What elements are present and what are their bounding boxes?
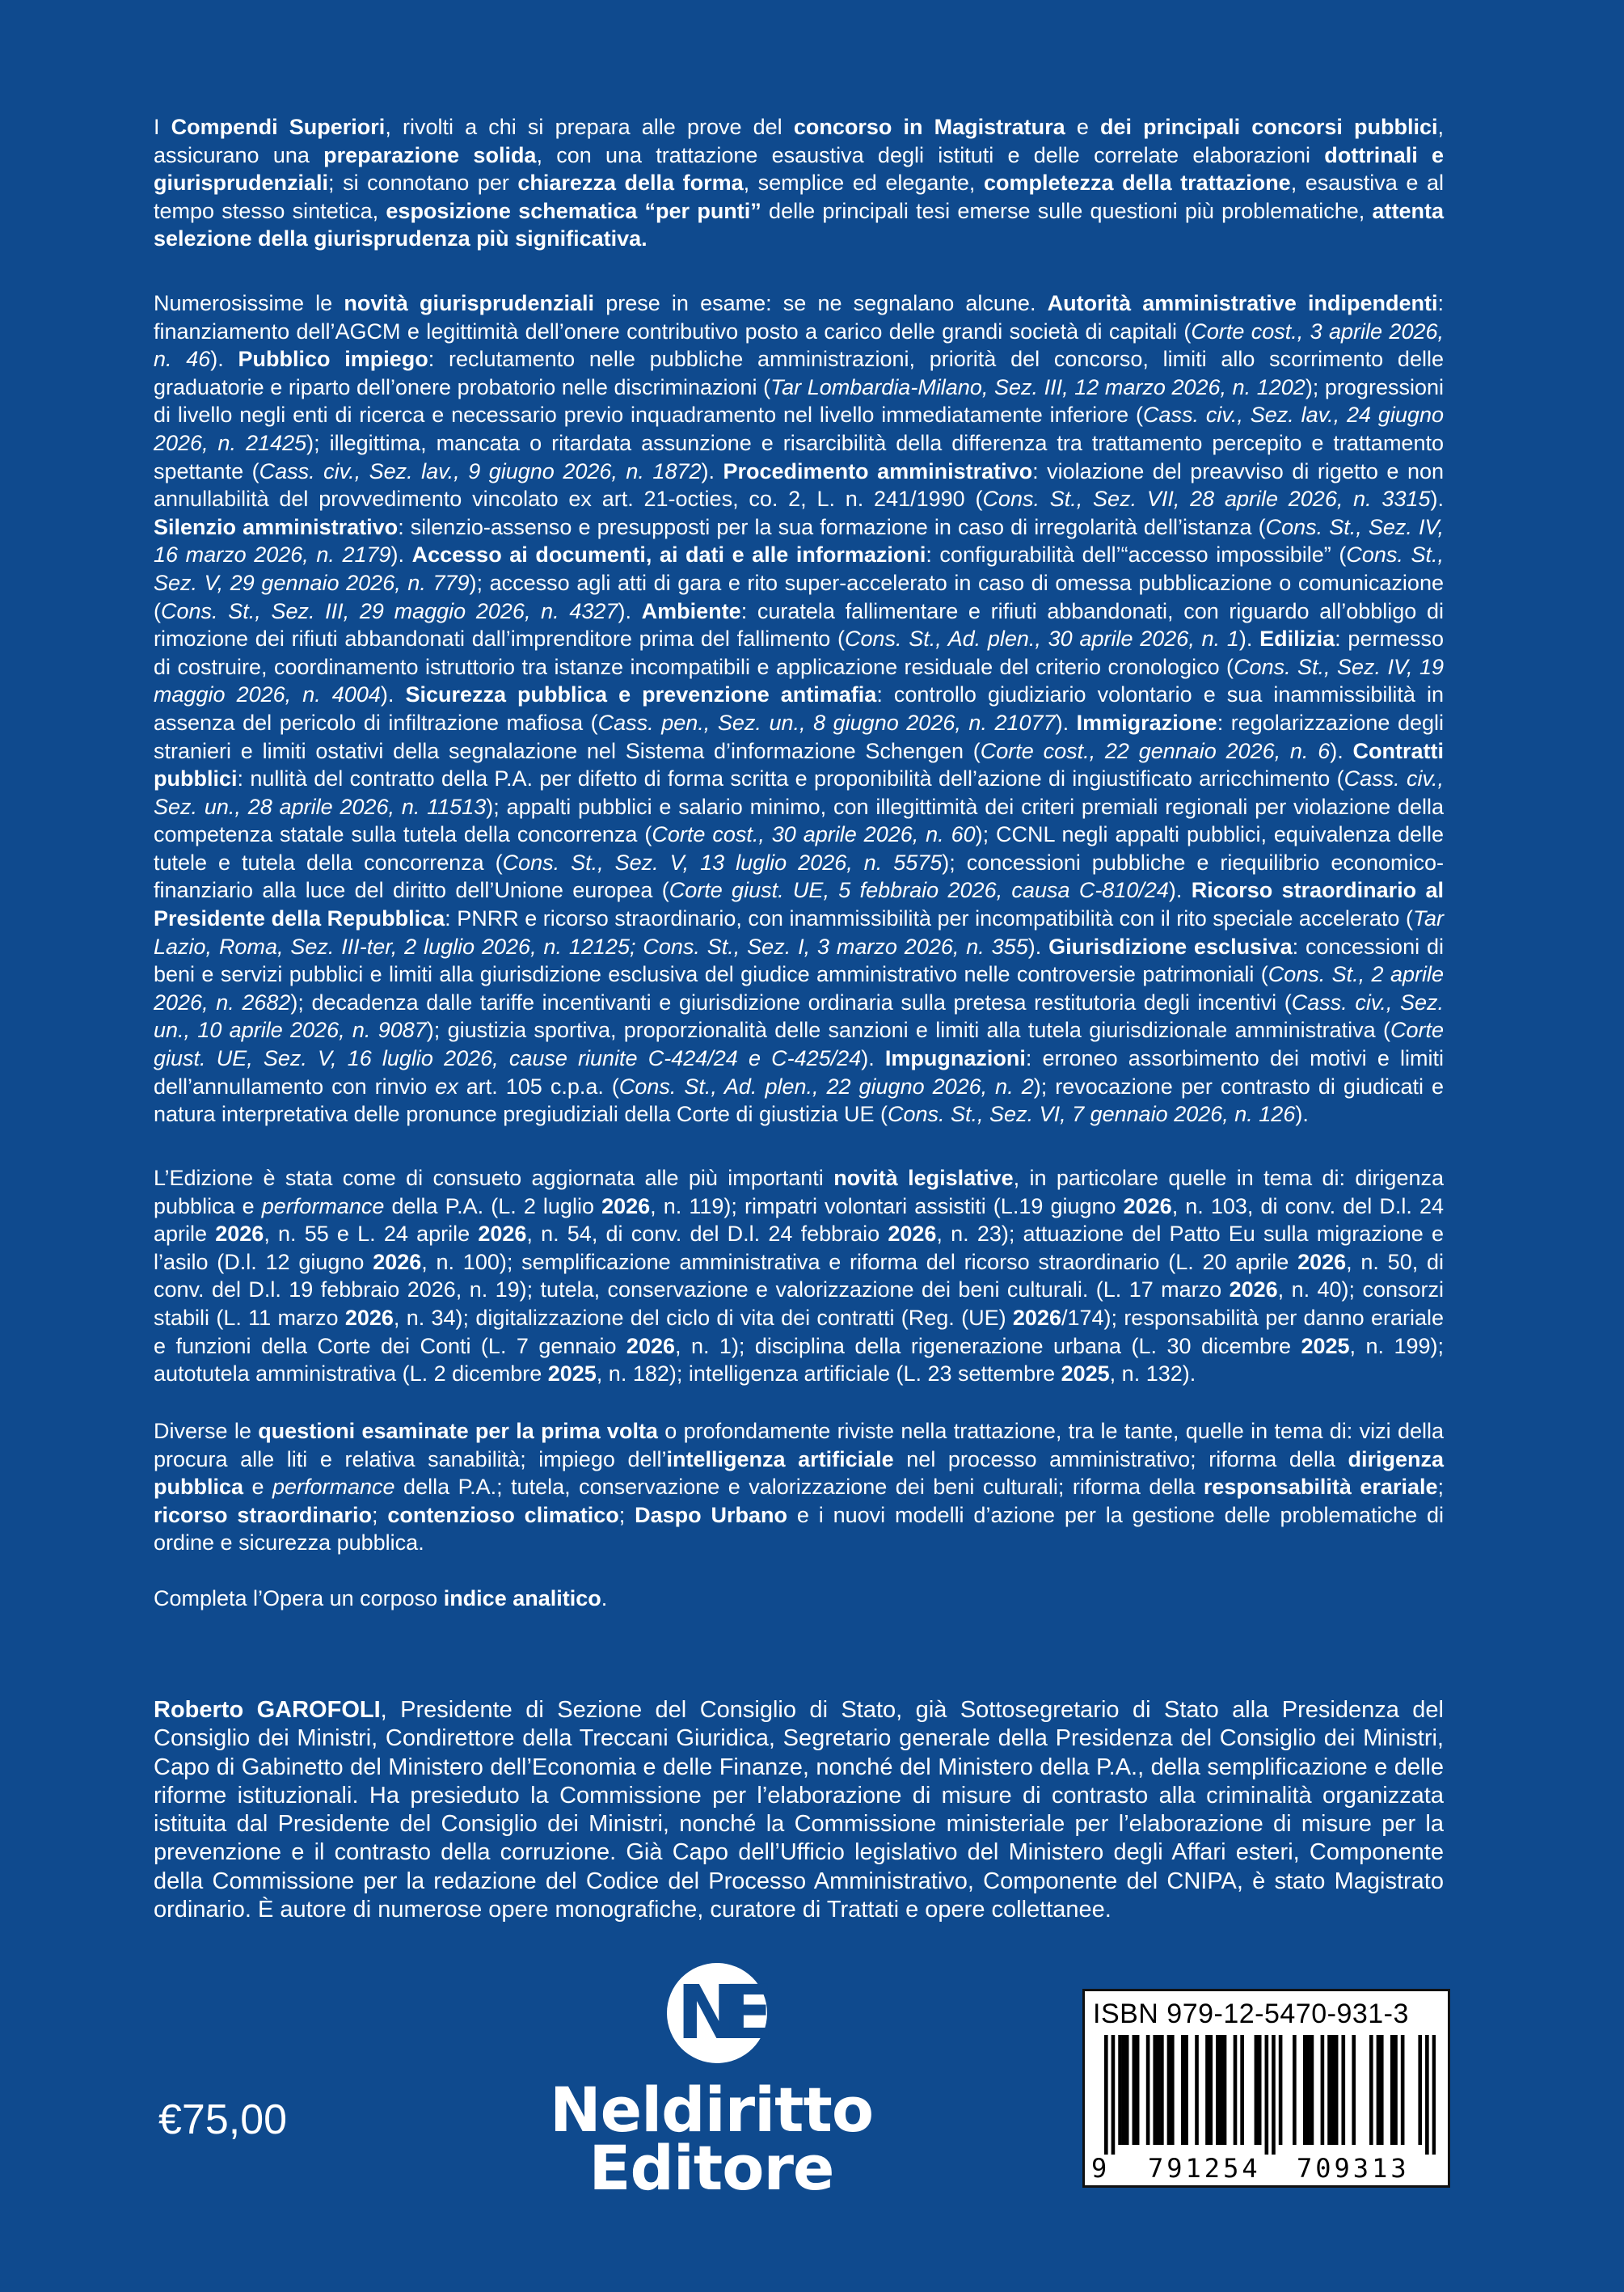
barcode-bar <box>1216 2035 1220 2145</box>
author-bio <box>154 1696 1444 1924</box>
text-run: Cass. civ., Sez. un., 10 aprile 2026, n. 9087 <box>154 990 1444 1043</box>
text-run: ; <box>371 1502 388 1527</box>
barcode-bar <box>1380 2035 1384 2145</box>
text-run: Cons. St., Sez. VI, 7 gennaio 2026, n. 126 <box>888 1102 1296 1127</box>
barcode-bar <box>1321 2035 1325 2145</box>
barcode-bar <box>1223 2035 1227 2145</box>
barcode-bar <box>1272 2035 1276 2155</box>
barcode-bar <box>1160 2035 1164 2145</box>
text-run: Corte cost., 22 gennaio 2026, n. 6 <box>980 738 1331 763</box>
text-run: , rivolti a chi si prepara alle prove del <box>385 115 794 139</box>
text-run: performance <box>272 1475 395 1500</box>
text-run: ). <box>1055 710 1077 735</box>
barcode-bar <box>1234 2035 1238 2145</box>
text-run: ). <box>1330 738 1353 763</box>
text-run: Corte giust. UE, Sez. V, 16 luglio 2026, cause riunite C-424/24 e C-425/24 <box>154 1018 1444 1071</box>
text-run: o profondamente riviste nella trattazione, tra le tante, quelle in tema di: vizi della procura alle liti e relativa sanabilità; impiego dell’ <box>154 1419 1444 1471</box>
barcode-bar <box>1369 2035 1373 2145</box>
barcode-bar <box>1104 2035 1108 2155</box>
text-run: ). <box>1430 487 1444 512</box>
text-run: : reclutamento nelle pubbliche amministrazioni, priorità del concorso, limiti allo scorrimento delle graduatorie e riparto dell’onere probatorio nelle discriminazioni ( <box>154 347 1444 399</box>
barcode-bar <box>1118 2035 1122 2145</box>
barcode-bar <box>1303 2035 1307 2145</box>
text-run: Sicurezza pubblica e prevenzione antimafia <box>405 682 877 707</box>
text-run: chiarezza della forma <box>517 171 744 196</box>
text-run: Corte cost., 3 aprile 2026, n. 46 <box>154 319 1444 372</box>
barcode-icon <box>1104 2035 1436 2155</box>
text-run: , n. 1); disciplina della rigenerazione urbana (L. 30 dicembre <box>675 1333 1301 1358</box>
text-run: Cons. St., Sez. IV, 16 marzo 2026, n. 2179 <box>154 514 1444 568</box>
text-run: ); concessioni pubbliche e riequilibrio economico-finanziario alla luce del diritto dell’Unione europea ( <box>154 850 1444 903</box>
text-run: Cons. St., Sez. V, 13 luglio 2026, n. 5575 <box>502 850 943 875</box>
text-run: I <box>154 115 171 139</box>
text-run: 2026 <box>601 1193 651 1218</box>
text-run: Completa l’Opera un corposo <box>154 1586 444 1610</box>
text-run: ); accesso agli atti di gara e rito super-accelerato in caso di omessa pubblicazione o comunicazione ( <box>154 570 1444 623</box>
text-run: 2025 <box>1301 1333 1350 1358</box>
text-run: e i nuovi modelli d’azione per la gestione delle problematiche di ordine e sicurezza pubblica. <box>154 1502 1444 1555</box>
text-run: ). <box>1295 1102 1309 1127</box>
text-run: Contratti pubblici <box>154 738 1444 791</box>
text-run: dirigenza pubblica <box>154 1446 1444 1500</box>
barcode-bar <box>1432 2035 1436 2155</box>
text-run: , n. 54, di conv. del D.l. 24 febbraio <box>526 1222 888 1247</box>
text-run: , n. 103, di conv. del D.l. 24 aprile <box>154 1193 1444 1247</box>
text-run: Accesso ai documenti, ai dati e alle informazioni <box>411 542 926 568</box>
text-run: : concessioni di beni e servizi pubblici e limiti alla giurisdizione esclusiva del giudice amministrativo nelle controversie patrimoniali ( <box>154 934 1444 987</box>
text-run: Tar Lazio, Roma, Sez. III-ter, 2 luglio 2026, n. 12125; Cons. St., Sez. I, 3 marzo 2026, n. 355 <box>154 906 1444 959</box>
text-run: Cons. St., Sez. VII, 28 aprile 2026, n. 3315 <box>982 487 1431 512</box>
barcode-bar <box>1219 2035 1223 2145</box>
text-run: , con una trattazione esaustiva degli istituti e delle correlate elaborazioni <box>536 142 1325 167</box>
text-run: , n. 132). <box>1109 1361 1196 1387</box>
barcode-bar <box>1111 2035 1116 2155</box>
barcode-bar <box>1209 2035 1213 2145</box>
text-run: ). <box>210 347 238 372</box>
isbn-digits: 9 791254 709313 <box>1091 2153 1410 2184</box>
barcode-bar <box>1265 2035 1269 2155</box>
text-run: . <box>601 1586 608 1610</box>
isbn-label: ISBN 979-12-5470-931-3 <box>1093 1999 1409 2029</box>
text-run: ); giustizia sportiva, proporzionalità delle sanzioni e limiti alla tutela giurisdizionale amministrativa ( <box>426 1018 1390 1043</box>
barcode-bar <box>1195 2035 1199 2145</box>
text-run: Roberto GAROFOLI <box>154 1697 381 1723</box>
text-run: Cons. St., Sez. IV, 19 maggio 2026, n. 4004 <box>154 654 1444 707</box>
text-run: Edilizia <box>1259 627 1335 652</box>
text-run: ); decadenza dalle tariffe incentivanti e giurisdizione ordinaria sulla pretesa restitutoria degli incentivi ( <box>290 990 1292 1015</box>
barcode-bar <box>1258 2035 1262 2145</box>
text-run: ); progressioni di livello negli enti di ricerca e necessario previo inquadramento nel livello immediatamente inferiore ( <box>154 374 1444 428</box>
barcode-bar <box>1205 2035 1209 2145</box>
text-run: , Presidente di Sezione del Consiglio di Stato, già Sottosegretario di Stato alla Presidenza del Consiglio dei Ministri, Condirettore della Treccani Giuridica, Segretario generale della Presidenza del Consiglio dei Ministri, Capo di Gabinetto del Ministero dell’Economia e delle Finanze, nonché del Ministero della P.A., della semplificazione e delle riforme istituzionali. Ha presieduto la Commissione per l’elaborazione di misure di contrasto alla criminalità organizzata istituita dal Presidente del Consiglio dei Ministri, nonché la Commissione ministeriale per l’elaborazione di misure per la prevenzione e il contrasto della corruzione. Già Capo dell’Ufficio legislativo del Ministero degli Affari esteri, Componente della Commissione per la redazione del Codice del Processo Amministrativo, Componente del CNIPA, è stato Magistrato ordinario. È autore di numerose opere monografiche, curatore di Trattati e opere collettanee. <box>154 1697 1444 1923</box>
barcode-bar <box>1327 2035 1331 2145</box>
barcode-bar <box>1136 2035 1140 2145</box>
text-run: L’Edizione è stata come di consueto aggiornata alle più importanti <box>154 1166 834 1190</box>
publisher-name-line1: Neldiritto <box>549 2074 874 2146</box>
text-run: esposizione schematica “per punti” <box>386 198 761 223</box>
text-run: ); CCNL negli appalti pubblici, equivalenza delle tutele e tutela della concorrenza ( <box>154 822 1444 875</box>
barcode-bar <box>1293 2035 1297 2145</box>
text-run: Corte cost., 30 aprile 2026, n. 60 <box>652 822 976 847</box>
text-run: 2025 <box>547 1361 597 1387</box>
text-run: novità legislative <box>833 1166 1014 1190</box>
text-run: ). <box>861 1046 885 1071</box>
text-run: della P.A. (L. 2 luglio <box>384 1193 602 1218</box>
text-run: : curatela fallimentare e rifiuti abbandonati, con riguardo all’obbligo di rimozione dei rifiuti abbandonati dall’imprenditore prima del fallimento ( <box>154 598 1445 652</box>
blurb-case-law-paragraph <box>154 289 1444 1129</box>
publisher-logo <box>517 1963 905 2205</box>
text-run: 2026 <box>1297 1249 1347 1274</box>
text-run: , n. 119); rimpatri volontari assistiti (L.19 giugno <box>650 1193 1124 1218</box>
text-run: ; si connotano per <box>328 171 518 196</box>
barcode-bar <box>1335 2035 1339 2145</box>
barcode-bar <box>1184 2035 1188 2145</box>
text-run: ex <box>435 1074 458 1099</box>
text-run: attenta selezione della giurisprudenza più significativa. <box>154 198 1444 251</box>
barcode-bar <box>1133 2035 1137 2145</box>
barcode-bar <box>1171 2035 1175 2145</box>
text-run: : violazione del preavviso di rigetto e non annullabilità del provvedimento vincolato ex art. 21-octies, co. 2, L. n. 241/1990 ( <box>154 458 1444 512</box>
price-label: €75,00 <box>158 2096 288 2143</box>
text-run: : silenzio-assenso e presupposti per la sua formazione in caso di irregolarità dell’istanza ( <box>398 514 1266 539</box>
isbn-barcode-box <box>1082 1989 1450 2188</box>
text-run: ). <box>380 682 406 707</box>
text-run: , in particolare quelle in tema di: dirigenza pubblica e <box>154 1166 1444 1218</box>
barcode-bar <box>1157 2035 1161 2145</box>
text-run: completezza della trattazione <box>984 171 1291 196</box>
blurb-index-paragraph <box>154 1585 1444 1613</box>
text-run: 2025 <box>1061 1361 1110 1387</box>
text-run: ). <box>1168 878 1192 903</box>
text-run: : regolarizzazione degli stranieri e limiti ostativi della segnalazione nel Sistema d’informazione Schengen ( <box>154 710 1444 763</box>
text-run: indice analitico <box>443 1586 601 1610</box>
barcode-bar <box>1310 2035 1314 2145</box>
text-run: ). <box>701 458 723 483</box>
text-run: Giurisdizione esclusiva <box>1048 934 1293 959</box>
text-run: , n. 199); autotutela amministrativa (L. 2 dicembre <box>154 1333 1444 1387</box>
text-run: 2026 <box>626 1333 675 1358</box>
text-run: 2026 <box>1012 1305 1061 1330</box>
barcode-bar <box>1390 2035 1394 2145</box>
text-run: , n. 23); attuazione del Patto Eu sulla migrazione e l’asilo (D.l. 12 giugno <box>154 1222 1444 1274</box>
text-run: 2026 <box>888 1222 937 1247</box>
blurb-intro-paragraph <box>154 113 1444 253</box>
barcode-bar <box>1401 2035 1405 2145</box>
text-run: : controllo giudiziario volontario e sua inammissibilità in assenza del pericolo di infiltrazione mafiosa ( <box>154 682 1445 735</box>
barcode-bar <box>1306 2035 1310 2145</box>
barcode-bar <box>1352 2035 1356 2145</box>
text-run: , n. 50, di conv. del D.l. 19 febbraio 2026, n. 19); tutela, conservazione e valorizzazione dei beni culturali. (L. 17 marzo <box>154 1249 1444 1302</box>
text-run: Daspo Urbano <box>635 1502 787 1527</box>
text-run: e <box>1065 115 1100 139</box>
barcode-bar <box>1341 2035 1345 2145</box>
barcode-bar <box>1181 2035 1185 2145</box>
text-run: Compendi Superiori <box>171 115 386 139</box>
text-run: , assicurano una <box>154 115 1444 167</box>
text-run: Cass. civ., Sez. lav., 9 giugno 2026, n. 1872 <box>259 458 702 483</box>
text-run: prese in esame: se ne segnalano alcune. <box>594 291 1048 315</box>
text-run: 2026 <box>1229 1277 1278 1302</box>
text-run: ). <box>390 542 412 568</box>
text-run: Ricorso straordinario al Presidente della Repubblica <box>154 878 1444 931</box>
text-run: 2026 <box>373 1249 422 1274</box>
text-run: ; <box>1437 1475 1444 1500</box>
text-run: , n. 100); semplificazione amministrativa e riforma del ricorso straordinario (L. 20 aprile <box>421 1249 1298 1274</box>
text-run: della P.A.; tutela, conservazione e valorizzazione dei beni culturali; riforma della <box>394 1475 1204 1500</box>
text-run: ); illegittima, mancata o ritardata assunzione e risarcibilità della differenza tra trattamento percepito e trattamento spettante ( <box>154 430 1444 483</box>
barcode-bar <box>1331 2035 1335 2145</box>
text-run: art. 105 c.p.a. ( <box>458 1074 619 1099</box>
text-run: ). <box>1238 627 1260 652</box>
text-run: , esaustiva e al tempo stesso sintetica, <box>154 171 1444 223</box>
blurb-new-topics-paragraph <box>154 1417 1444 1557</box>
barcode-bar <box>1425 2035 1429 2155</box>
text-run: , n. 55 e L. 24 aprile <box>264 1222 479 1247</box>
text-run: Cass. civ., Sez. lav., 24 giugno 2026, n. 21425 <box>154 403 1444 455</box>
text-run: : erroneo assorbimento dei motivi e limiti dell’annullamento con rinvio <box>154 1046 1444 1099</box>
text-run: 2026 <box>478 1222 527 1247</box>
text-run: : finanziamento dell’AGCM e legittimità dell’onere contributivo posto a carico delle grandi società di capitali ( <box>154 291 1444 344</box>
text-run: Diverse le <box>154 1419 259 1443</box>
text-run: Ambiente <box>641 598 741 623</box>
text-run: 2026 <box>344 1305 394 1330</box>
text-run: Immigrazione <box>1076 710 1217 735</box>
text-run: , n. 34); digitalizzazione del ciclo di vita dei contratti (Reg. (UE) <box>393 1305 1013 1330</box>
text-run: Autorità amministrative indipendenti <box>1047 291 1438 315</box>
text-run: 2026 <box>215 1222 264 1247</box>
text-run: , semplice ed elegante, <box>743 171 984 196</box>
publisher-logo-mark-icon: NE <box>667 1963 767 2063</box>
text-run: dottrinali e giurisprudenziali <box>154 142 1444 196</box>
text-run: e <box>243 1475 272 1500</box>
text-run: Cass. pen., Sez. un., 8 giugno 2026, n. 21077 <box>597 710 1056 735</box>
text-run: contenzioso climatico <box>387 1502 619 1527</box>
text-run: ; <box>618 1502 635 1527</box>
text-run: ). <box>618 598 642 623</box>
text-run: intelligenza artificiale <box>666 1446 894 1471</box>
text-run: performance <box>261 1193 385 1218</box>
text-run: responsabilità erariale <box>1203 1475 1438 1500</box>
text-run: Tar Lombardia-Milano, Sez. III, 12 marzo 2026, n. 1202 <box>770 374 1306 399</box>
barcode-bar <box>1418 2035 1422 2145</box>
blurb-legislation-paragraph <box>154 1164 1444 1388</box>
text-run: Corte giust. UE, 5 febbraio 2026, causa C-810/24 <box>669 878 1169 903</box>
barcode-bar <box>1394 2035 1398 2145</box>
text-run: ); revocazione per contrasto di giudicati e natura interpretativa delle pronunce pregiudiziali della Corte di giustizia UE ( <box>154 1074 1445 1127</box>
barcode-bar <box>1377 2035 1381 2145</box>
text-run: Cons. St., Sez. III, 29 maggio 2026, n. 4327 <box>161 598 618 623</box>
text-run: Impugnazioni <box>884 1046 1026 1071</box>
text-run: delle principali tesi emerse sulle questioni più problematiche, <box>761 198 1373 223</box>
text-run: : permesso di costruire, coordinamento istruttorio tra istanze incompatibili e applicazione residuale del criterio cronologico ( <box>154 627 1444 679</box>
text-run: , n. 40); consorzi stabili (L. 11 marzo <box>154 1277 1444 1330</box>
text-run: /174); responsabilità per danno erariale e funzioni della Corte dei Conti (L. 7 gennaio <box>154 1305 1444 1358</box>
text-run: Cass. civ., Sez. un., 28 aprile 2026, n. 11513 <box>154 766 1444 819</box>
barcode-bar <box>1146 2035 1150 2145</box>
text-run: Cons. St., Ad. plen., 30 aprile 2026, n. 1 <box>845 627 1239 652</box>
text-run: concorso in Magistratura <box>793 115 1065 139</box>
text-run: , n. 182); intelligenza artificiale (L. 23 settembre <box>596 1361 1061 1387</box>
text-run: Silenzio amministrativo <box>154 514 399 539</box>
barcode-bar <box>1240 2035 1244 2145</box>
text-run: questioni esaminate per la prima volta <box>258 1419 658 1443</box>
text-run: ); appalti pubblici e salario minimo, con illegittimità dei criteri premiali regionali per violazione della competenza statale sulla tutela della concorrenza ( <box>154 794 1444 847</box>
text-run: : nullità del contratto della P.A. per difetto di forma scritta e proponibilità dell’azione di ingiustificato arricchimento ( <box>237 766 1344 791</box>
barcode-bar <box>1153 2035 1157 2145</box>
text-run: Pubblico impiego <box>238 347 428 372</box>
text-run: 2026 <box>1123 1193 1172 1218</box>
barcode-bar <box>1279 2035 1283 2145</box>
barcode-bar <box>1255 2035 1259 2145</box>
text-run: ). <box>1027 934 1049 959</box>
barcode-bar <box>1167 2035 1171 2145</box>
text-run: Procedimento amministrativo <box>723 458 1033 483</box>
text-run: : configurabilità dell’“accesso impossibile” ( <box>926 542 1347 568</box>
text-run: Cons. St., Sez. V, 29 gennaio 2026, n. 779 <box>154 542 1445 595</box>
text-run: Numerosissime le <box>154 291 344 315</box>
text-run: nel processo amministrativo; riforma della <box>893 1446 1348 1471</box>
barcode-bar <box>1122 2035 1126 2145</box>
text-run: Cons. St., Ad. plen., 22 giugno 2026, n. 2 <box>618 1074 1034 1099</box>
text-run: ricorso straordinario <box>154 1502 372 1527</box>
text-run: preparazione solida <box>323 142 537 167</box>
publisher-name-line2: Editore <box>588 2132 834 2204</box>
text-run: dei principali concorsi pubblici <box>1099 115 1438 139</box>
text-run: : PNRR e ricorso straordinario, con inammissibilità per incompatibilità con il rito speciale accelerato ( <box>445 906 1413 931</box>
barcode-bar <box>1125 2035 1129 2145</box>
text-run: novità giurisprudenziali <box>344 291 595 315</box>
text-run: Cons. St., 2 aprile 2026, n. 2682 <box>154 962 1444 1015</box>
